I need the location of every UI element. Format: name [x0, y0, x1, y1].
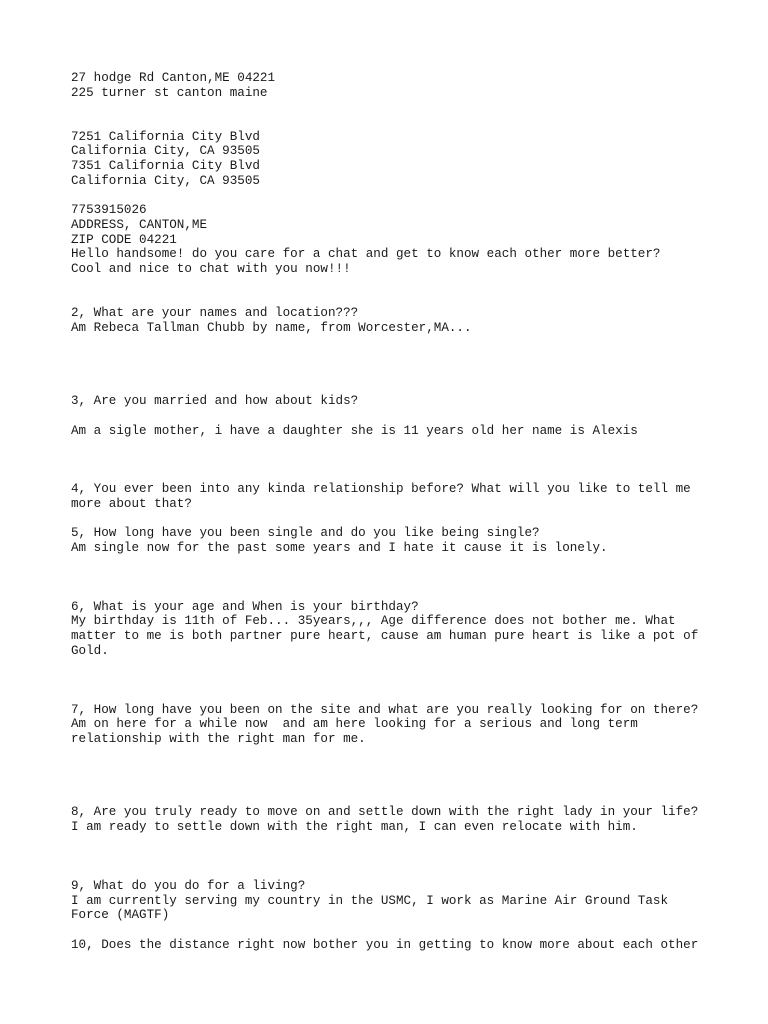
document-line: Am single now for the past some years and I hate it cause it is lonely.	[71, 541, 608, 555]
document-line	[71, 776, 711, 791]
document-line	[71, 923, 711, 938]
document-line	[71, 453, 711, 468]
document-line: 2, What are your names and location???	[71, 306, 359, 320]
document-line: 6, What is your age and When is your birthday?	[71, 599, 419, 614]
document-line	[71, 379, 711, 394]
document-line: Am a sigle mother, i have a daughter she is 11 years old her name is Alexis	[71, 423, 638, 438]
document-line	[71, 335, 711, 350]
document-line	[71, 761, 711, 776]
document-line	[71, 835, 711, 850]
document-line	[71, 512, 711, 527]
document-line	[71, 468, 711, 483]
document-line: Hello handsome! do you care for a chat and get to know each other more better?	[71, 247, 661, 262]
document-line	[71, 585, 711, 600]
document-line: 7351 California City Blvd	[71, 159, 260, 174]
document-line: 3, Are you married and how about kids?	[71, 394, 359, 409]
document-line	[71, 659, 711, 674]
document-line	[71, 556, 711, 571]
document-line: 9, What do you do for a living?	[71, 878, 306, 893]
document-line: California City, CA 93505	[71, 173, 260, 188]
document-line	[71, 849, 711, 864]
document-line: more about that?	[71, 496, 192, 511]
document-line: 27 hodge Rd Canton,ME 04221	[71, 71, 276, 85]
document-line: relationship with the right man for me.	[71, 731, 366, 746]
document-line	[71, 277, 711, 292]
document-line	[71, 291, 711, 306]
document-line: I am ready to settle down with the right man, I can even relocate with him.	[71, 820, 638, 835]
document-line	[71, 673, 711, 688]
document-line: Am Rebeca Tallman Chubb by name, from Worcester,MA...	[71, 320, 472, 335]
document-line	[71, 747, 711, 762]
document-line	[71, 409, 711, 424]
document-line: 5, How long have you been single and do you like being single?	[71, 526, 540, 541]
document-line: 7, How long have you been on the site and what are you really looking for on there?	[71, 702, 699, 717]
document-line	[71, 189, 711, 204]
document-line: California City, CA 93505	[71, 144, 260, 159]
document-line	[71, 791, 711, 806]
document-line	[71, 864, 711, 879]
document-line: 225 turner st canton maine	[71, 85, 268, 100]
document-line: 8, Are you truly ready to move on and settle down with the right lady in your life?	[71, 805, 699, 820]
document-line: Gold.	[71, 643, 109, 658]
document-line: 7753915026	[71, 203, 147, 218]
document-line	[71, 438, 711, 453]
document-line: matter to me is both partner pure heart, cause am human pure heart is like a pot of	[71, 629, 699, 644]
document-line	[71, 688, 711, 703]
document-line	[71, 115, 711, 130]
document-line	[71, 100, 711, 115]
document-line	[71, 570, 711, 585]
document-line	[71, 350, 711, 365]
document-line: ZIP CODE 04221	[71, 232, 177, 247]
document-line	[71, 365, 711, 380]
document-line: 10, Does the distance right now bother you in getting to know more about each other	[71, 937, 699, 952]
document-body	[71, 71, 711, 952]
document-line: Force (MAGTF)	[71, 908, 170, 923]
document-line: Cool and nice to chat with you now!!!	[71, 261, 351, 276]
document-line: My birthday is 11th of Feb... 35years,,, Age difference does not bother me. What	[71, 614, 676, 629]
document-line: 7251 California City Blvd	[71, 129, 260, 144]
document-line: 4, You ever been into any kinda relationship before? What will you like to tell me	[71, 482, 691, 497]
document-line: I am currently serving my country in the USMC, I work as Marine Air Ground Task	[71, 893, 669, 908]
document-line: ADDRESS, CANTON,ME	[71, 217, 208, 232]
document-line: Am on here for a while now and am here looking for a serious and long term	[71, 717, 638, 732]
